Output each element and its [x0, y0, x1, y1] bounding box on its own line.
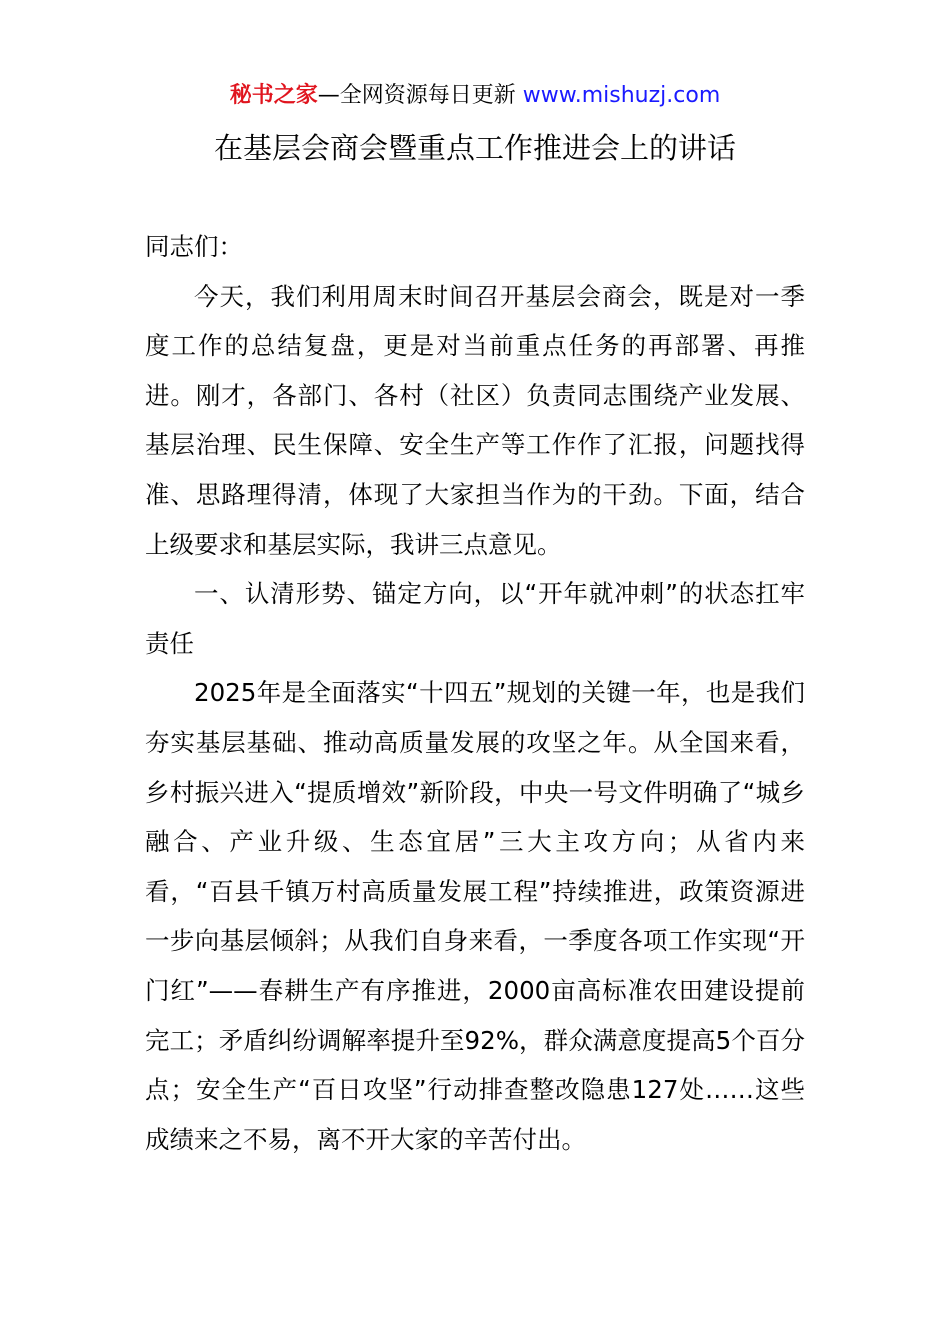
site-url-link[interactable]: www.mishuzj.com — [522, 83, 721, 108]
site-header — [0, 80, 950, 112]
brand-name: 秘书之家 — [229, 83, 318, 108]
paragraph-situation: 2025年是全面落实“十四五”规划的关键一年，也是我们夯实基层基础、推动高质量发展的攻坚之年。从全国来看，乡村振兴进入“提质增效”新阶段，中央一号文件明确了“城乡融合、产业升级、生态宜居”三大主攻方向；从省内来看，“百县千镇万村高质量发展工程”持续推进，政策资源进一步向基层倾斜；从我们自身来看，一季度各项工作实现“开门红”——春耕生产有序推进，2000亩高标准农田建设提前完工；矛盾纠纷调解率提升至92%，群众满意度提高5个百分点；安全生产“百日攻坚”行动排查整改隐患127处……这些成绩来之不易，离不开大家的辛苦付出。 — [145, 678, 805, 1154]
document-body — [145, 222, 805, 1164]
document-title: 在基层会商会暨重点工作推进会上的讲话 — [213, 131, 736, 165]
paragraph-intro: 今天，我们利用周末时间召开基层会商会，既是对一季度工作的总结复盘，更是对当前重点任务的再部署、再推进。刚才，各部门、各村（社区）负责同志围绕产业发展、基层治理、民生保障、安全生产等工作作了汇报，问题找得准、思路理得清，体现了大家担当作为的干劲。下面，结合上级要求和基层实际，我讲三点意见。 — [145, 281, 805, 559]
header-tagline: —全网资源每日更新 — [317, 83, 523, 108]
section-heading-1: 一、认清形势、锚定方向，以“开年就冲刺”的状态扛牢责任 — [145, 579, 805, 658]
greeting: 同志们： — [145, 232, 243, 261]
